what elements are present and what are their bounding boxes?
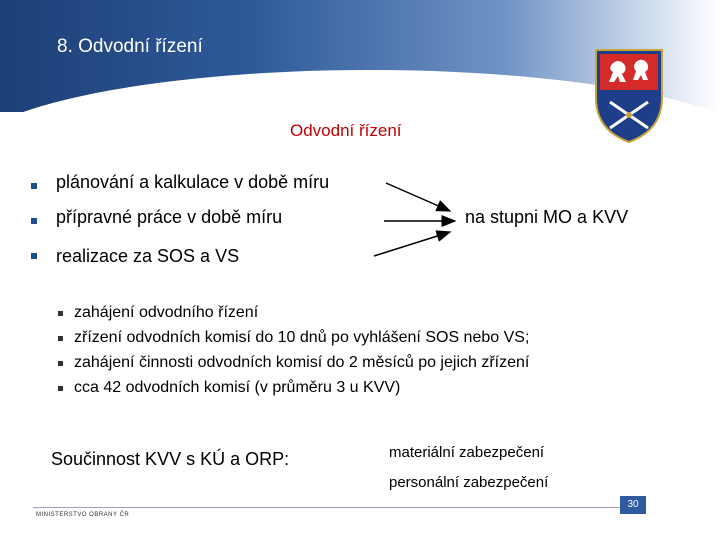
bullet-marker bbox=[31, 183, 37, 189]
sub-bullet-marker bbox=[58, 386, 63, 391]
sub-bullet-item: zřízení odvodních komisí do 10 dnů po vyhlášení SOS nebo VS; bbox=[74, 329, 530, 346]
sub-bullet-marker bbox=[58, 311, 63, 316]
bullet-preparation: přípravné práce v době míru bbox=[56, 207, 283, 227]
footer-divider bbox=[33, 507, 643, 508]
slide-title: 8. Odvodní řízení bbox=[57, 36, 203, 57]
sub-bullet-marker bbox=[58, 336, 63, 341]
sub-bullet-item: zahájení činnosti odvodních komisí do 2 měsíců po jejich zřízení bbox=[74, 354, 530, 371]
czech-army-emblem-icon bbox=[590, 46, 668, 144]
bullet-realization: realizace za SOS a VS bbox=[56, 246, 240, 266]
footer-organization: MINISTERSTVO OBRANY ČR bbox=[36, 512, 130, 518]
bullet-marker bbox=[31, 218, 37, 224]
bullet-planning: plánování a kalkulace v době míru bbox=[56, 172, 330, 192]
bullet-marker bbox=[31, 253, 37, 259]
sub-bullet-item: cca 42 odvodních komisí (v průměru 3 u KVV) bbox=[74, 379, 401, 396]
cooperation-heading: Součinnost KVV s KÚ a ORP: bbox=[51, 449, 290, 469]
sub-bullet-marker bbox=[58, 361, 63, 366]
arrow-from-planning bbox=[386, 183, 450, 211]
sub-bullet-item: zahájení odvodního řízení bbox=[74, 304, 259, 321]
slide-subtitle: Odvodní řízení bbox=[290, 121, 402, 140]
support-material: materiální zabezpečení bbox=[389, 444, 545, 461]
arrow-from-realization bbox=[374, 232, 450, 256]
arrow-target-label: na stupni MO a KVV bbox=[465, 207, 629, 227]
support-personnel: personální zabezpečení bbox=[389, 474, 549, 491]
page-number: 30 bbox=[620, 496, 646, 514]
